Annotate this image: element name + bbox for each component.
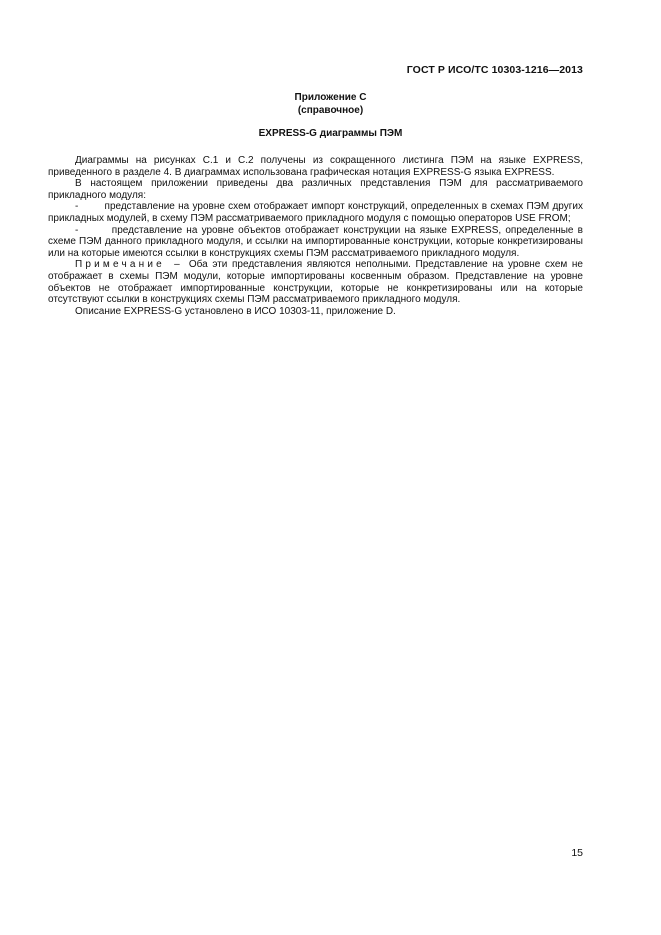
list-item-entity-level: - представление на уровне объектов отображает конструкции на языке EXPRESS, определенные в схеме ПЭМ данного прикладного модуля, и ссылки на импортированные конструкции, которые конкретизированы или на которые имеются ссылки в конструкциях схемы ПЭМ рассматриваемого прикладного модуля.	[48, 224, 583, 259]
paragraph-two-views: В настоящем приложении приведены два различных представления ПЭМ для рассматриваемого прикладного модуля:	[48, 178, 583, 201]
annex-status: (справочное)	[297, 105, 364, 116]
annex-title: Приложение С	[294, 92, 367, 103]
list-item-schema-level: - представление на уровне схем отображает импорт конструкций, определенных в схемах ПЭМ других прикладных модулей, в схему ПЭМ рассматриваемого прикладного модуля с помощью операторов USE FROM;	[48, 201, 583, 224]
note-text: – Оба эти представления являются неполными. Представление на уровне схем не отображает в схемы ПЭМ модули, которые импортированы косвенным образом. Представление на уровне объектов не отображает импортированные конструкции, которые не конкретизированы или на которые отсутствуют ссылки в конструкциях схемы ПЭМ рассматриваемого прикладного модуля.	[48, 259, 583, 306]
page-number: 15	[571, 847, 583, 859]
section-title: EXPRESS-G диаграммы ПЭМ	[258, 128, 403, 139]
body-text	[48, 155, 583, 317]
note-label: Примечание	[75, 259, 165, 271]
paragraph-express-g-reference: Описание EXPRESS-G установлено в ИСО 10303-11, приложение D.	[75, 305, 396, 317]
paragraph-diagrams-source: Диаграммы на рисунках С.1 и С.2 получены из сокращенного листинга ПЭМ на языке EXPRESS, приведенного в разделе 4. В диаграммах использована графическая нотация EXPRESS-G языка EXPRESS.	[48, 155, 583, 178]
annex-heading	[0, 91, 661, 117]
note-paragraph	[48, 259, 583, 305]
document-header: ГОСТ Р ИСО/ТС 10303-1216—2013	[406, 64, 583, 76]
